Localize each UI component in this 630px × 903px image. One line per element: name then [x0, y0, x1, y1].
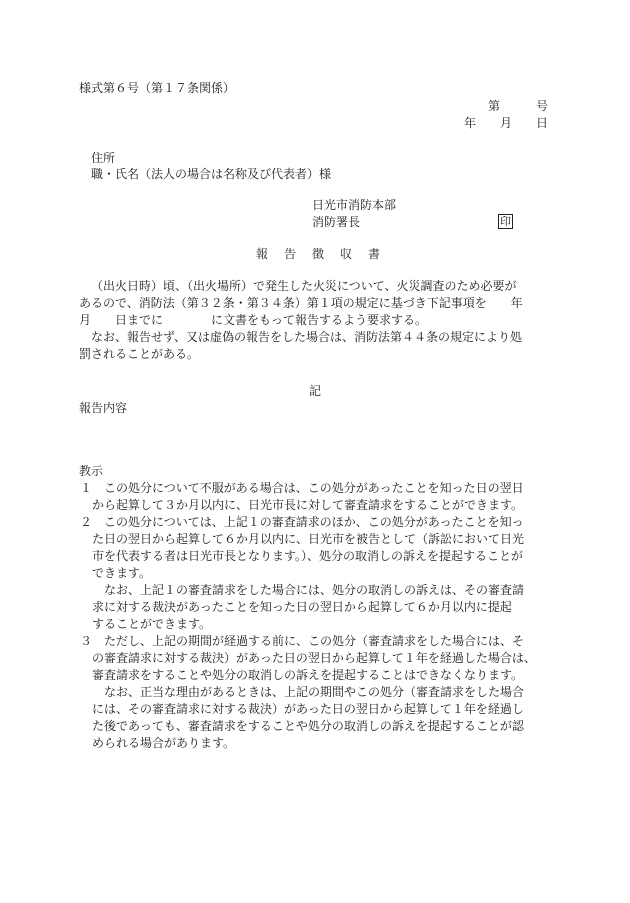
body-p1-line2: あるので、消防法（第３２条・第３４条）第１項の規定に基づき下記事項を 年 [79, 296, 523, 310]
notice-item-1-number: １ [80, 481, 93, 495]
notice-item-3-number: ３ [80, 634, 93, 648]
issuer-organization: 日光市消防本部 [312, 198, 397, 212]
notice-item-2-number: ２ [80, 515, 93, 529]
report-contents-label: 報告内容 [79, 401, 128, 415]
notice-item-2-line1: この処分については、上記１の審査請求のほか、この処分があったことを知っ [104, 515, 524, 529]
notice-item-2-sub-line1: なお、上記１の審査請求をした場合には、処分の取消しの訴えは、その審査請 [104, 583, 525, 597]
document-number-line: 第 号 [487, 99, 548, 113]
notice-item-3-sub-line2: には、その審査請求に対する裁決）があった日の翌日から起算して１年を経過し [92, 702, 524, 716]
notice-item-2-line3: 市を代表する者は日光市長となります。）、処分の取消しの訴えを提起することが [92, 549, 524, 563]
notice-item-2-sub-line3: することができます。 [92, 617, 212, 631]
notice-item-2-sub-line2: 求に対する裁決があったことを知った日の翌日から起算して６か月以内に提起 [92, 600, 512, 614]
notice-item-3-sub-line3: た後であっても、審査請求をすることや処分の取消しの訴えを提起することが認 [92, 719, 524, 733]
notice-item-3-sub-line1: なお、正当な理由があるときは、上記の期間やこの処分（審査請求をした場合 [104, 685, 525, 699]
body-p2-line1: なお、報告せず、又は虚偽の報告をした場合は、消防法第４４条の規定により処 [91, 330, 523, 344]
seal-label: 印 [500, 215, 511, 228]
addressee-name: 職・氏名（法人の場合は名称及び代表者）様 [91, 167, 332, 181]
ki-marker: 記 [308, 384, 321, 398]
notice-item-3-sub-line4: められる場合があります。 [92, 736, 236, 750]
notice-item-1-line1: この処分について不服がある場合は、この処分があったことを知った日の翌日 [104, 481, 524, 495]
issuer-title: 消防署長 [312, 215, 361, 229]
addressee-address: 住所 [91, 151, 116, 165]
body-p1-line1: （出火日時）頃、（出火場所）で発生した火災について、火災調査のため必要が [91, 279, 517, 293]
form-label: 様式第６号（第１７条関係） [79, 81, 236, 95]
body-p1-line3: 月 日までに に文書をもって報告するよう要求する。 [79, 313, 428, 327]
notice-item-3-line2: の審査請求に対する裁決）があった日の翌日から起算して１年を経過した場合は、 [92, 651, 536, 665]
notice-item-3-line3: 審査請求をすることや処分の取消しの訴えを提起することはできなくなります。 [92, 668, 524, 682]
document-title: 報告徴収書 [255, 247, 396, 261]
notice-item-2-line4: できます。 [92, 566, 152, 580]
notice-heading: 教示 [79, 464, 104, 478]
seal-mark [498, 213, 513, 229]
notice-item-3-line1: ただし、上記の期間が経過する前に、この処分（審査請求をした場合には、そ [104, 634, 525, 648]
notice-item-1-line2: から起算して３か月以内に、日光市長に対して審査請求をすることができます。 [92, 498, 524, 512]
notice-item-2-line2: た日の翌日から起算して６か月以内に、日光市を被告として（訴訟において日光 [92, 532, 525, 546]
body-p2-line2: 罰されることがある。 [79, 347, 200, 361]
date-line: 年 月 日 [463, 116, 548, 130]
